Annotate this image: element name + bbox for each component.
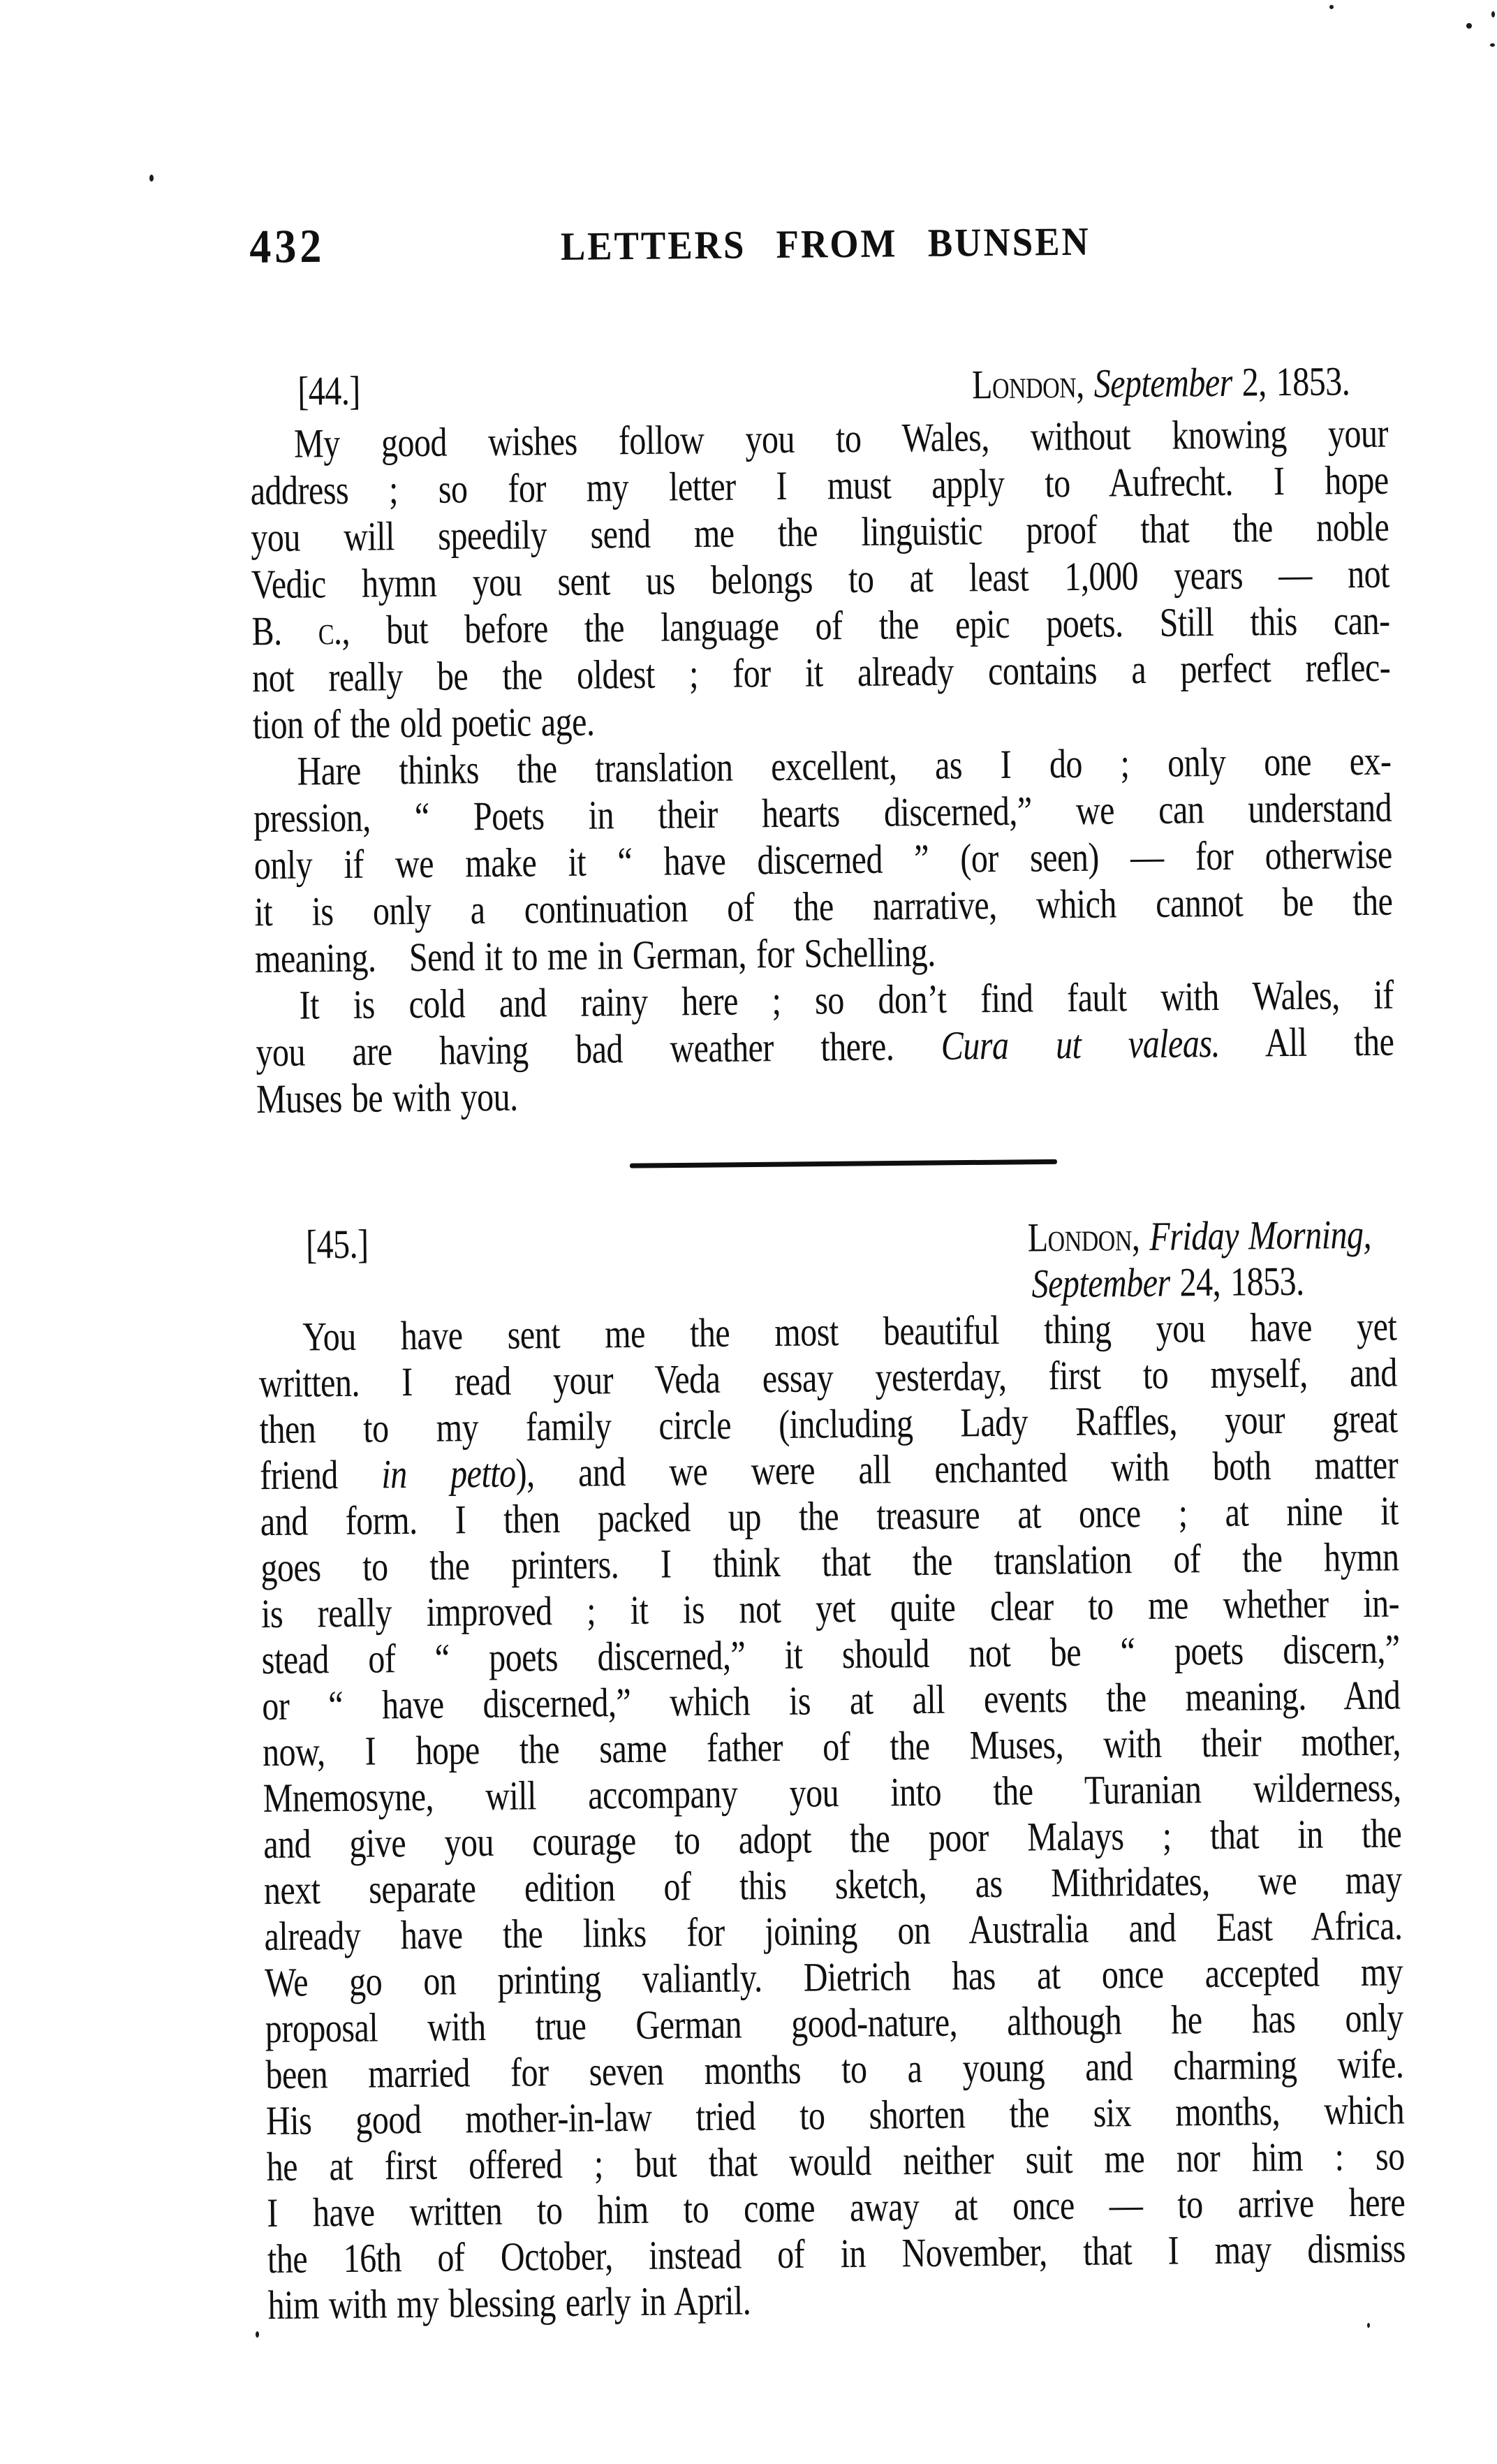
letter-45 <box>258 1212 1406 2329</box>
text-segment: It is cold and rainy here ; so don’t find fault with Wales, if <box>299 972 1394 1029</box>
text-segment: I have written to him to come away at once — to arrive here <box>267 2180 1406 2236</box>
scan-speck <box>1490 43 1495 47</box>
text-segment: B. c., <box>251 608 351 654</box>
letter-45-number: [45.] <box>305 1222 369 1268</box>
text-segment: or “ have discerned,” which is at all events the meaning. And <box>262 1673 1401 1729</box>
text-segment: London, <box>1027 1214 1140 1261</box>
text-segment: Vedic hymn you sent us belongs to at least 1,000 years — not <box>251 551 1390 608</box>
text-segment: him with my blessing early in April. <box>267 2278 751 2329</box>
text-segment: he at first offered ; but that would neither suit me nor him : so <box>266 2134 1405 2190</box>
text-segment: not really be the oldest ; for it already contains a perfect reflec- <box>251 645 1391 701</box>
text-segment: tion of the old poetic age. <box>252 699 595 748</box>
letter-45-body <box>258 1304 1406 2329</box>
text-segment: September <box>1031 1260 1170 1307</box>
text-segment: now, I hope the same father of the Muses, with their mother, <box>262 1719 1401 1775</box>
text-segment: Cura ut valeas. <box>941 1020 1221 1069</box>
text-segment: next separate edition of this sketch, as Mithridates, we may <box>263 1857 1403 1914</box>
letter-44 <box>249 358 1394 1123</box>
text-segment: been married for seven months to a young and charming wife. <box>265 2041 1404 2098</box>
text-segment: My good wishes follow you to Wales, without knowing your <box>293 411 1389 467</box>
page-content <box>248 214 1406 2329</box>
text-segment: Mnemosyne, will accompany you into the Turanian wilderness, <box>263 1765 1401 1821</box>
text-segment: Hare thinks the translation excellent, as I do ; only one ex- <box>297 738 1392 795</box>
text-segment: stead of “ poets discerned,” it should not be “ poets discern,” <box>261 1627 1400 1683</box>
text-segment: you are having bad weather there. <box>256 1023 942 1076</box>
text-segment: friend <box>259 1452 382 1499</box>
text-segment: 2, 1853. <box>1232 358 1350 406</box>
text-segment: only if we make it “ have discerned ” (or seen) — for otherwise <box>253 832 1393 888</box>
text-segment: Friday Morning, <box>1149 1212 1372 1260</box>
scan-speck <box>1491 11 1495 17</box>
letter-44-body <box>250 410 1395 1123</box>
text-segment: You have sent me the most beautiful thing you have yet <box>302 1304 1397 1360</box>
scan-speck <box>256 2331 259 2338</box>
text-segment: and form. I then packed up the treasure at once ; at nine it <box>260 1488 1399 1545</box>
section-divider-rule <box>630 1159 1057 1168</box>
text-segment: written. I read your Veda essay yesterday, first to myself, and <box>258 1350 1398 1407</box>
text-segment: in petto <box>381 1451 516 1497</box>
text-segment: ), and we were all enchanted with both matter <box>515 1442 1399 1497</box>
text-segment: but before the language of the epic poets. Still this can- <box>349 598 1390 654</box>
text-segment: proposal with true German good-nature, although he has only <box>265 1995 1404 2052</box>
text-segment: it is only a continuation of the narrative, which cannot be the <box>254 879 1393 935</box>
page-number: 432 <box>249 220 325 274</box>
text-segment: 24, 1853. <box>1170 1259 1304 1305</box>
text-segment <box>1084 361 1094 406</box>
text-segment: address ; so for my letter I must apply to Aufrecht. I hope <box>250 457 1389 514</box>
text-segment: We go on printing valiantly. Dietrich has at once accepted my <box>264 1949 1403 2006</box>
text-segment: meaning. Send it to me in German, for Schelling. <box>254 930 936 982</box>
scan-speck <box>1329 5 1334 9</box>
letter-44-dateline <box>972 353 1388 413</box>
text-segment: London, <box>971 361 1084 408</box>
text-segment: already have the links for joining on Australia and East Africa. <box>264 1903 1403 1960</box>
text-segment: goes to the printers. I think that the translation of the hymn <box>260 1534 1399 1591</box>
scan-speck <box>1466 23 1472 29</box>
text-segment: pression, “ Poets in their hearts discerned,” we can understand <box>253 785 1392 842</box>
text-segment: you will speedily send me the linguistic proof that the noble <box>251 504 1389 561</box>
text-segment: Muses be with you. <box>256 1074 518 1122</box>
text-segment: His good mother-in-law tried to shorten the six months, which <box>265 2088 1405 2144</box>
text-segment: the 16th of October, instead of in November, that I may dismiss <box>267 2226 1406 2282</box>
scan-speck <box>1367 2323 1370 2328</box>
text-line <box>267 2267 1406 2334</box>
text-line <box>256 1060 1395 1128</box>
text-segment: is really improved ; it is not yet quite clear to me whether in- <box>260 1581 1400 1637</box>
page-header <box>248 214 1387 274</box>
text-segment: September <box>1093 360 1233 407</box>
text-segment: then to my family circle (including Lady Raffles, your great <box>259 1396 1398 1453</box>
text-segment: All the <box>1219 1019 1394 1066</box>
text-segment: and give you courage to adopt the poor Malays ; that in the <box>263 1811 1402 1868</box>
scan-speck <box>149 175 154 182</box>
running-header: LETTERS FROM BUNSEN <box>560 219 1091 269</box>
text-segment <box>1140 1215 1150 1260</box>
letter-44-number: [44.] <box>297 368 361 415</box>
